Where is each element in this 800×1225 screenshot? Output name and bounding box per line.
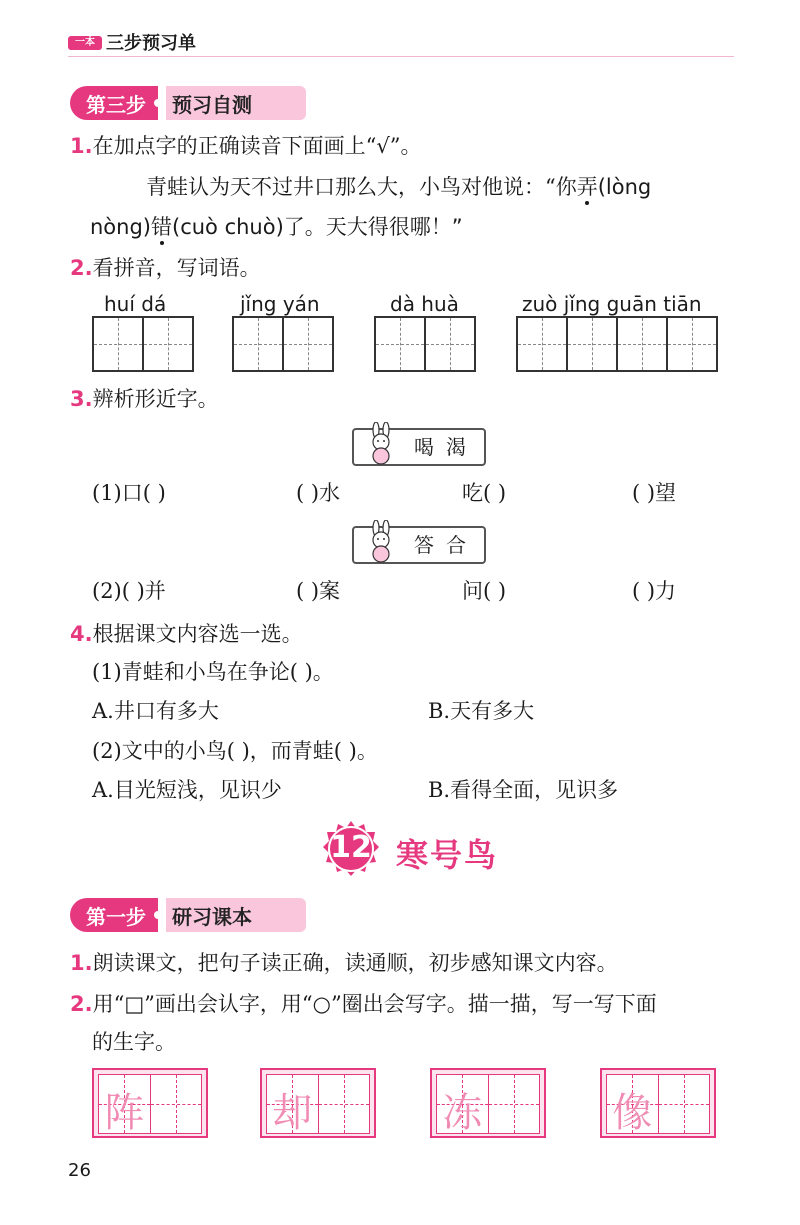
q2-prompt: 看拼音，写词语。 xyxy=(92,256,261,280)
pinyin-3: dà huà xyxy=(390,292,459,316)
bunny-icon xyxy=(360,520,404,564)
trace-char: 阵 xyxy=(104,1090,145,1136)
q4-number: 4. xyxy=(70,622,93,646)
step3-banner xyxy=(70,86,306,120)
pinyin-2: jǐng yán xyxy=(240,292,320,316)
char-grid-1[interactable] xyxy=(92,316,194,372)
trace-char: 冻 xyxy=(442,1090,483,1136)
trace-char: 却 xyxy=(272,1090,313,1136)
q1-passage-c: nòng) xyxy=(90,215,151,239)
q1 xyxy=(70,131,421,161)
pinyin-4: zuò jǐng guān tiān xyxy=(522,292,702,316)
step1-label: 第一步 xyxy=(70,898,158,932)
writing-box-3[interactable] xyxy=(430,1068,546,1138)
book-title: 三步预习单 xyxy=(106,33,196,54)
q2-number: 2. xyxy=(70,256,93,280)
q1-dotted-char2: 错 xyxy=(151,215,172,239)
q1-prompt: 在加点字的正确读音下面画上“√”。 xyxy=(92,134,422,158)
char-grid-3[interactable] xyxy=(374,316,476,372)
q3-row1-d: ( )望 xyxy=(632,481,677,505)
step1-banner xyxy=(70,898,306,932)
brand-badge: 一本 xyxy=(68,36,102,50)
lesson-number: 12 xyxy=(330,830,372,865)
q3-prompt: 辨析形近字。 xyxy=(92,387,219,411)
q3-row2-d: ( )力 xyxy=(632,579,677,603)
q4-sub2-option-a: A.目光短浅，见识少 xyxy=(92,778,282,802)
step-dot-icon xyxy=(154,99,162,107)
pinyin-1: huí dá xyxy=(104,292,167,316)
q4-prompt: 根据课文内容选一选。 xyxy=(92,622,303,646)
writing-box-2[interactable] xyxy=(260,1068,376,1138)
word-box-1-text: 喝渴 xyxy=(414,435,478,459)
q4 xyxy=(70,619,303,649)
step3-label: 第三步 xyxy=(70,86,158,120)
q4-sub1: (1)青蛙和小鸟在争论( )。 xyxy=(92,660,334,684)
q3-number: 3. xyxy=(70,387,93,411)
writing-box-4[interactable] xyxy=(600,1068,716,1138)
r2-text-a: 用“□”画出会认字，用“○”圈出会写字。描一描，写一写下面 xyxy=(92,992,657,1016)
q1-number: 1. xyxy=(70,134,93,158)
step-dot-icon xyxy=(154,911,162,919)
r2-number: 2. xyxy=(70,992,93,1016)
step3-title: 预习自测 xyxy=(166,86,306,120)
q4-sub1-option-a: A.井口有多大 xyxy=(92,699,219,723)
word-box-2-text: 答合 xyxy=(414,533,478,557)
char-grid-4[interactable] xyxy=(516,316,718,372)
q1-dotted-char1: 弄 xyxy=(576,175,598,199)
word-box-2 xyxy=(352,526,486,564)
bunny-icon xyxy=(360,422,404,466)
header-rule xyxy=(68,56,734,57)
page-number: 26 xyxy=(68,1160,91,1181)
q3-row2-c: 问( ) xyxy=(462,579,507,603)
trace-char: 像 xyxy=(612,1090,653,1136)
step1-title: 研习课本 xyxy=(166,898,306,932)
q3-row1-b: ( )水 xyxy=(296,481,341,505)
q3-row2-a: (2)( )并 xyxy=(92,579,166,603)
r2 xyxy=(70,989,657,1019)
q1-passage-line1 xyxy=(146,172,651,202)
q1-passage-a: 青蛙认为天不过井口那么大，小鸟对他说：“你 xyxy=(146,175,577,199)
r2-text-b: 的生字。 xyxy=(92,1030,176,1054)
q4-sub2: (2)文中的小鸟( )，而青蛙( )。 xyxy=(92,739,378,763)
lesson-title: 寒号鸟 xyxy=(396,836,499,874)
q4-sub2-option-b: B.看得全面，见识多 xyxy=(428,778,619,802)
r1-text: 朗读课文，把句子读正确，读通顺，初步感知课文内容。 xyxy=(92,951,618,975)
q3 xyxy=(70,384,219,414)
q1-passage-d: (cuò chuò)了。天大得很哪！” xyxy=(172,215,463,239)
q4-sub1-option-b: B.天有多大 xyxy=(428,699,535,723)
char-grid-2[interactable] xyxy=(232,316,334,372)
q1-passage-line2 xyxy=(90,212,463,242)
q3-row1-c: 吃( ) xyxy=(462,481,507,505)
r1 xyxy=(70,948,618,978)
q1-passage-b: (lòng xyxy=(597,175,652,199)
q2 xyxy=(70,253,261,283)
word-box-1 xyxy=(352,428,486,466)
q3-row1-a: (1)口( ) xyxy=(92,481,166,505)
q3-row2-b: ( )案 xyxy=(296,579,341,603)
r1-number: 1. xyxy=(70,951,93,975)
writing-box-1[interactable] xyxy=(92,1068,208,1138)
